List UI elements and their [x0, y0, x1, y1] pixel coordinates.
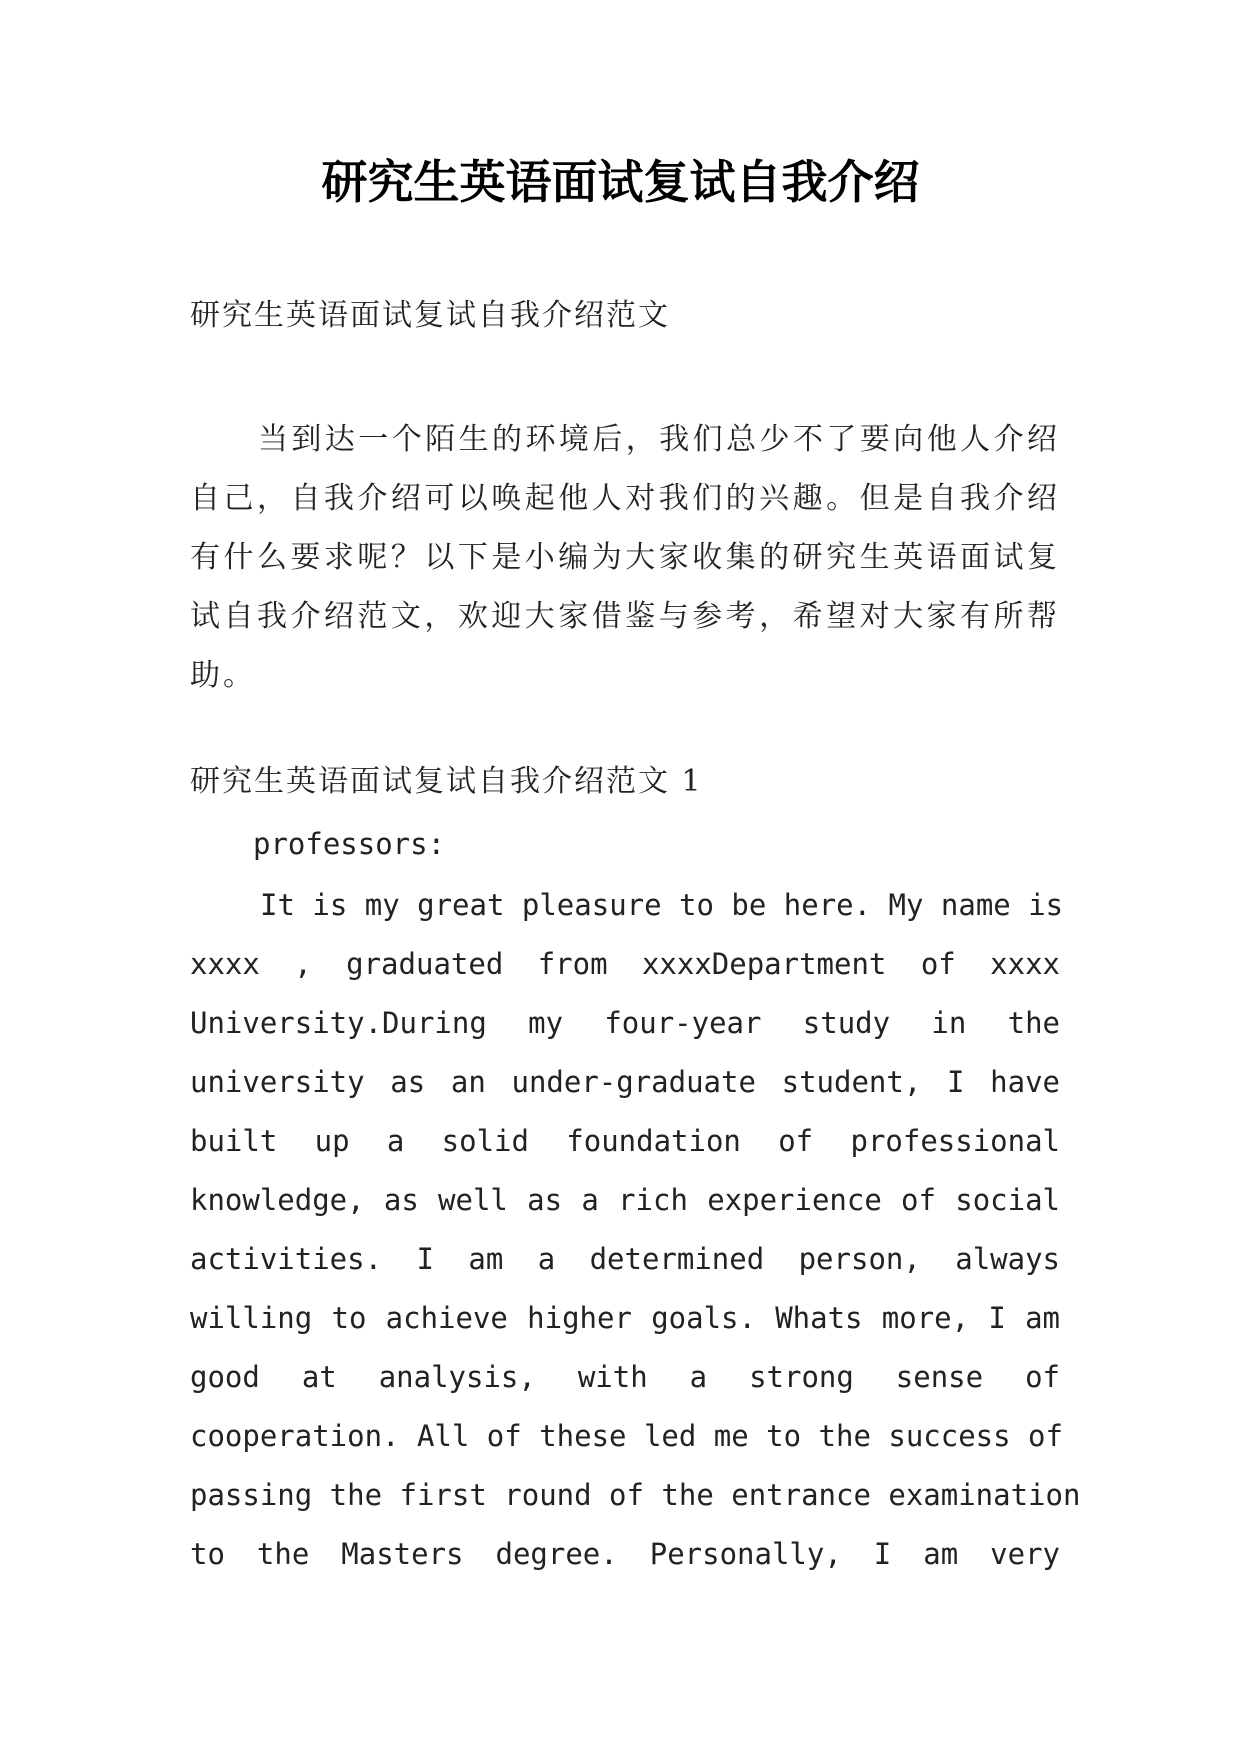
body-line: University.During my four-year study in the [190, 1006, 1060, 1040]
intro-paragraph: 当到达一个陌生的环境后，我们总少不了要向他人介绍自己，自我介绍可以唤起他人对我们的兴趣。但是自我介绍有什么要求呢？以下是小编为大家收集的研究生英语面试复试自我介绍范文，欢迎大家借鉴与参考，希望对大家有所帮助。 [190, 422, 1060, 693]
document-title: 研究生英语面试复试自我介绍 [321, 155, 920, 209]
letter-greeting: professors: [253, 827, 446, 861]
section-title: 研究生英语面试复试自我介绍范文 1 [190, 764, 703, 799]
english-body-paragraph [190, 876, 1081, 1584]
body-line: It is my great pleasure to be here. My name is [260, 888, 1064, 922]
body-line: activities. I am a determined person, always [190, 1242, 1060, 1276]
body-line: passing the first round of the entrance examination [190, 1478, 1081, 1512]
body-line: good at analysis, with a strong sense of [190, 1360, 1060, 1394]
body-line: to the Masters degree. Personally, I am very [190, 1537, 1060, 1571]
body-line: cooperation. All of these led me to the success of [190, 1419, 1063, 1453]
body-line: willing to achieve higher goals. Whats more, I am [190, 1301, 1060, 1335]
body-line: built up a solid foundation of professional [190, 1124, 1060, 1158]
body-line: xxxx , graduated from xxxxDepartment of xxxx [190, 947, 1060, 981]
body-line: knowledge, as well as a rich experience of social [190, 1183, 1060, 1217]
document-subtitle: 研究生英语面试复试自我介绍范文 [190, 298, 670, 333]
body-line: university as an under-graduate student, I have [190, 1065, 1060, 1099]
